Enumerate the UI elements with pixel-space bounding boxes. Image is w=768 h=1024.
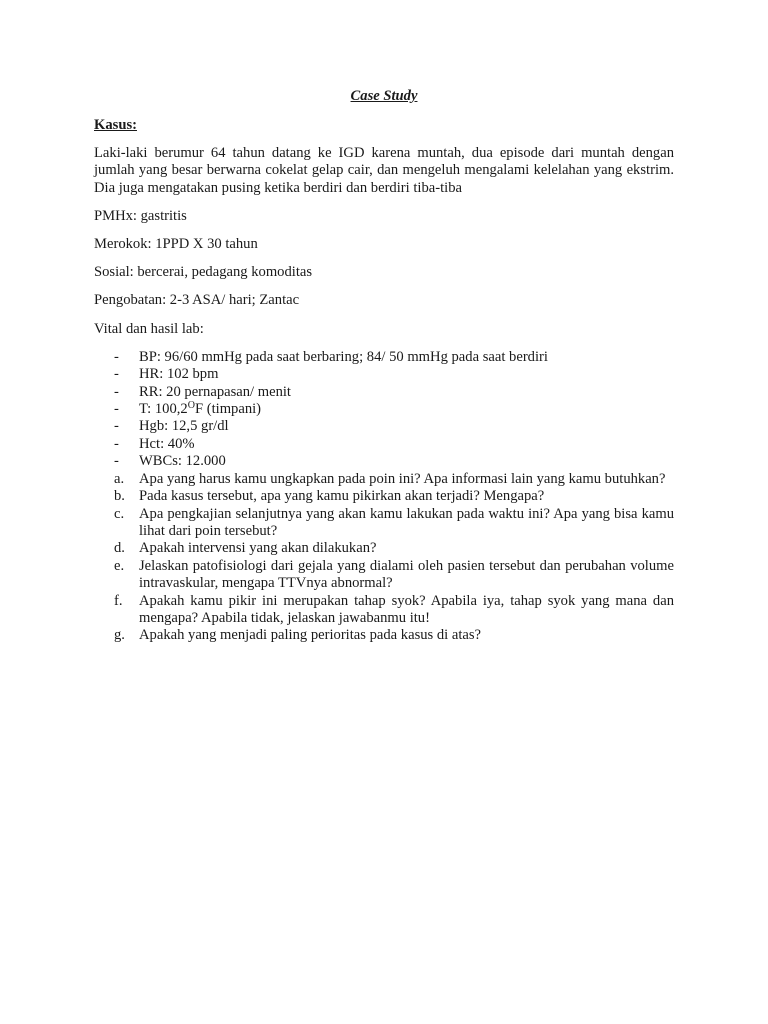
vital-wbc: WBCs: 12.000 bbox=[139, 453, 226, 470]
question-f: Apakah kamu pikir ini merupakan tahap syok? Apabila iya, tahap syok yang mana dan mengapa? Apabila tidak, jelaskan jawabanmu itu! bbox=[139, 592, 674, 626]
sosial-line: Sosial: bercerai, pedagang komoditas bbox=[94, 264, 313, 281]
question-e: Jelaskan patofisiologi dari gejala yang dialami oleh pasien tersebut dan perubahan volume intravaskular, mengapa TTVnya abnormal? bbox=[139, 557, 674, 592]
vital-bp: BP: 96/60 mmHg pada saat berbaring; 84/ 50 mmHg pada saat berdiri bbox=[139, 348, 548, 365]
list-marker: - bbox=[114, 401, 119, 418]
vital-heading: Vital dan hasil lab: bbox=[94, 320, 204, 337]
list-item bbox=[94, 593, 674, 628]
vitals-list bbox=[94, 349, 674, 471]
list-marker: - bbox=[114, 348, 119, 365]
list-marker: g. bbox=[114, 627, 125, 644]
kasus-heading: Kasus: bbox=[94, 117, 137, 134]
list-item bbox=[94, 540, 674, 557]
list-item bbox=[94, 506, 674, 541]
list-marker: c. bbox=[114, 505, 125, 522]
vital-temp bbox=[139, 401, 261, 417]
list-marker: - bbox=[114, 383, 119, 400]
list-item bbox=[94, 436, 674, 453]
list-item bbox=[94, 488, 674, 505]
list-item bbox=[94, 471, 674, 488]
vital-hgb: Hgb: 12,5 gr/dl bbox=[139, 418, 229, 435]
pmhx-line: PMHx: gastritis bbox=[94, 207, 187, 224]
vital-rr: RR: 20 pernapasan/ menit bbox=[139, 383, 291, 400]
pengobatan-line: Pengobatan: 2-3 ASA/ hari; Zantac bbox=[94, 292, 300, 309]
list-marker: e. bbox=[114, 557, 125, 574]
list-marker: a. bbox=[114, 470, 125, 487]
list-item bbox=[94, 453, 674, 470]
list-marker: - bbox=[114, 418, 119, 435]
question-d: Apakah intervensi yang akan dilakukan? bbox=[139, 540, 377, 557]
document-page bbox=[94, 88, 674, 645]
question-a: Apa yang harus kamu ungkapkan pada poin ini? Apa informasi lain yang kamu butuhkan? bbox=[139, 470, 666, 487]
list-item bbox=[94, 627, 674, 644]
list-item bbox=[94, 384, 674, 401]
list-marker: - bbox=[114, 453, 119, 470]
question-c: Apa pengkajian selanjutnya yang akan kamu lakukan pada waktu ini? Apa yang bisa kamu lihat dari poin tersebut? bbox=[139, 505, 674, 539]
list-item bbox=[94, 349, 674, 366]
list-item bbox=[94, 558, 674, 593]
vital-hr: HR: 102 bpm bbox=[139, 366, 219, 383]
questions-list bbox=[94, 471, 674, 645]
document-title: Case Study bbox=[350, 88, 418, 104]
list-item bbox=[94, 366, 674, 383]
vital-temp-value: T: 100,2 bbox=[139, 401, 188, 418]
kasus-paragraph: Laki-laki berumur 64 tahun datang ke IGD karena muntah, dua episode dari muntah dengan jumlah yang besar berwarna cokelat gelap cair, dan mengeluh mengalami kelelahan yang ekstrim. Dia juga mengatakan pusing ketika berdiri dan berdiri tiba-tiba bbox=[94, 144, 674, 196]
list-marker: b. bbox=[114, 488, 125, 505]
question-b: Pada kasus tersebut, apa yang kamu pikirkan akan terjadi? Mengapa? bbox=[139, 488, 545, 505]
list-item bbox=[94, 418, 674, 435]
vital-temp-unit: F (timpani) bbox=[194, 401, 262, 418]
list-marker: - bbox=[114, 366, 119, 383]
question-g: Apakah yang menjadi paling perioritas pada kasus di atas? bbox=[139, 627, 482, 644]
list-marker: f. bbox=[114, 592, 123, 609]
list-marker: d. bbox=[114, 540, 125, 557]
list-item bbox=[94, 401, 674, 418]
merokok-line: Merokok: 1PPD X 30 tahun bbox=[94, 236, 258, 253]
list-marker: - bbox=[114, 435, 119, 452]
degree-superscript: O bbox=[187, 400, 195, 412]
vital-hct: Hct: 40% bbox=[139, 435, 195, 452]
